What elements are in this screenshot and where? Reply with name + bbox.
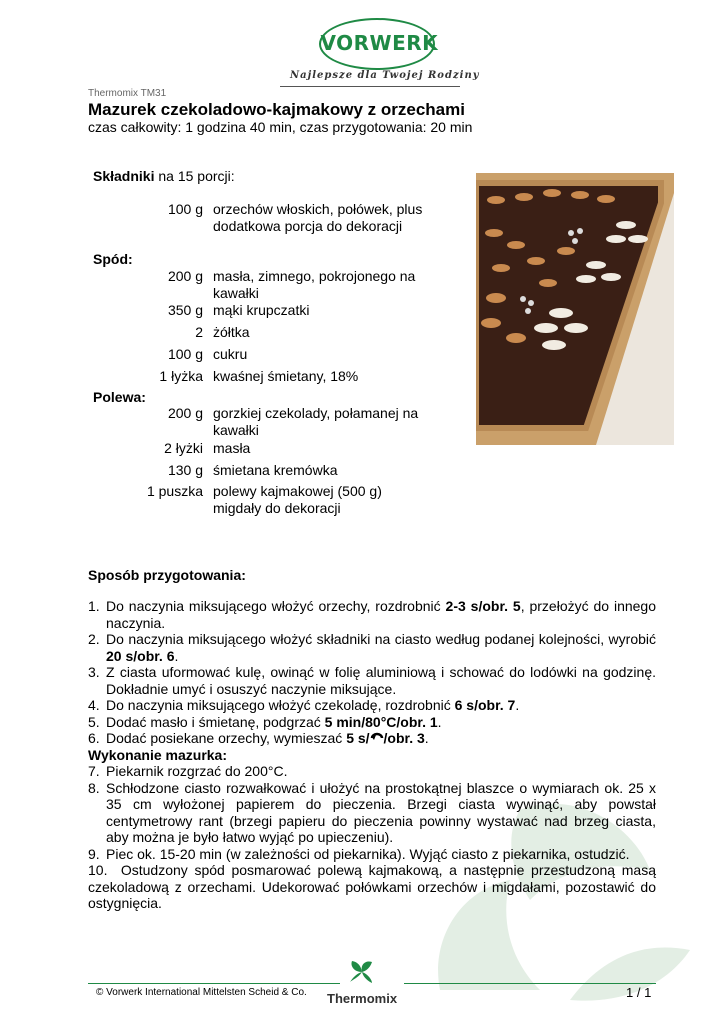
ingredient-desc: śmietana kremówka bbox=[213, 462, 338, 478]
step-text: Do naczynia miksującego włożyć orzechy, rozdrobnić bbox=[106, 598, 446, 614]
step-item bbox=[88, 598, 656, 631]
ingredient-qty: 200 g bbox=[167, 268, 203, 284]
step-setting: 20 s/obr. 6 bbox=[106, 647, 175, 664]
step-item bbox=[88, 664, 656, 697]
step-text: Do naczynia miksującego włożyć składniki na ciasto według podanej kolejności, wyrobić bbox=[106, 631, 656, 647]
step-item bbox=[88, 763, 656, 780]
method-steps bbox=[88, 598, 656, 912]
ingredients-heading bbox=[93, 168, 235, 184]
reverse-rotation-icon bbox=[370, 732, 384, 744]
brand-name: VORWERK bbox=[320, 31, 439, 55]
step-text: Schłodzone ciasto rozwałkować i ułożyć na prostokątnej blaszce o wymiarach ok. 25 x 35 cm wyłożonej papierem do pieczenia. Brzegi ciasta wywinąć, aby powstał centymetrowy rant (brzegi papieru do pieczenia powinny wystawać nad brzeg ciasta, aby można je było łatwo wyjąć po upieczeniu). bbox=[106, 779, 656, 845]
ingredient-qty: 350 g bbox=[167, 302, 203, 318]
portions: na 15 porcji: bbox=[154, 168, 235, 184]
step-number: 8. bbox=[88, 779, 100, 796]
copyright: © Vorwerk International Mittelsten Scheid & Co. bbox=[96, 987, 307, 998]
step-setting: 2-3 s/obr. 5 bbox=[445, 598, 521, 614]
ingredient-qty: 200 g bbox=[167, 405, 203, 421]
step-text: Piec ok. 15-20 min (w zależności od piekarnika). Wyjąć ciasto z piekarnika, ostudzić. bbox=[106, 845, 630, 862]
ingredient-qty: 1 puszka bbox=[146, 483, 203, 499]
step-item bbox=[88, 780, 656, 846]
footer-divider-left bbox=[88, 983, 340, 984]
ingredient-qty: 130 g bbox=[167, 462, 203, 478]
step-text-end: , przełożyć do innego naczynia. bbox=[106, 598, 657, 631]
device-model: Thermomix TM31 bbox=[88, 88, 167, 99]
step-item bbox=[88, 846, 656, 863]
ingredients-label: Składniki bbox=[93, 168, 155, 184]
thermomix-leaf-icon bbox=[348, 960, 376, 984]
step-number: 4. bbox=[88, 697, 100, 713]
ingredient-qty: 100 g bbox=[167, 201, 203, 217]
ingredient-qty: 2 łyżki bbox=[164, 440, 203, 456]
recipe-title: Mazurek czekoladowo-kajmakowy z orzechami bbox=[88, 100, 465, 119]
step-text: Piekarnik rozgrzać do 200°C. bbox=[106, 763, 288, 779]
tart-photo bbox=[476, 173, 674, 445]
step-text-end: . bbox=[515, 697, 520, 713]
ingredient-desc: cukru bbox=[213, 346, 248, 362]
step-text-end: . bbox=[174, 647, 179, 664]
step-setting: 5 s/ bbox=[346, 730, 370, 746]
step-number: 6. bbox=[88, 730, 100, 746]
step-text: Z ciasta uformować kulę, owinąć w folię aluminiową i schować do lodówki na godzinę. Dokładnie umyć i osuszyć naczynie miksujące. bbox=[106, 664, 656, 697]
step-number: 5. bbox=[88, 713, 100, 730]
ingredient-desc: żółtka bbox=[213, 324, 250, 340]
method-heading: Sposób przygotowania: bbox=[88, 567, 246, 583]
step-text-end: . bbox=[437, 713, 442, 730]
step-item bbox=[88, 714, 656, 731]
step-text: Dodać masło i śmietanę, podgrzać bbox=[106, 713, 325, 730]
recipe-time: czas całkowity: 1 godzina 40 min, czas przygotowania: 20 min bbox=[88, 119, 473, 135]
step-text-end: . bbox=[424, 730, 429, 746]
ingredient-desc: orzechów włoskich, połówek, plus dodatkowa porcja do dekoracji bbox=[213, 201, 423, 234]
ingredient-desc: gorzkiej czekolady, połamanej na kawałki bbox=[213, 405, 419, 438]
step-number: 9. bbox=[88, 845, 100, 862]
step-number: 10. bbox=[88, 862, 108, 878]
thermomix-wordmark: Thermomix bbox=[327, 991, 398, 1006]
section-glaze: Polewa: bbox=[93, 389, 146, 405]
ingredient-qty: 1 łyżka bbox=[159, 368, 203, 384]
ingredient-desc: polewy kajmakowej (500 g) migdały do dekoracji bbox=[213, 483, 382, 516]
step-item bbox=[88, 697, 656, 714]
footer-divider-right bbox=[404, 983, 656, 984]
section-base: Spód: bbox=[93, 251, 133, 267]
page-number: 1 / 1 bbox=[626, 985, 652, 1000]
step-text: Dodać posiekane orzechy, wymieszać bbox=[106, 730, 347, 746]
step-text: Do naczynia miksującego włożyć czekoladę, rozdrobnić bbox=[106, 697, 455, 713]
step-setting-end: /obr. 3 bbox=[383, 730, 425, 746]
step-setting: 6 s/obr. 7 bbox=[454, 697, 516, 713]
step-number: 3. bbox=[88, 664, 100, 680]
step-setting: 5 min/80°C/obr. 1 bbox=[324, 713, 438, 730]
ingredient-qty: 2 bbox=[195, 324, 203, 340]
thermomix-logo bbox=[327, 960, 397, 1006]
step-number: 1. bbox=[88, 598, 100, 614]
ingredient-row bbox=[93, 201, 433, 253]
step-text: Ostudzony spód posmarować polewą kajmakową, a następnie przestudzoną masą czekoladową z orzechami. Udekorować połówkami orzechów i migdałami, pozostawić do ostygnięcia. bbox=[88, 862, 657, 911]
ingredient-desc: mąki krupczatki bbox=[213, 302, 310, 318]
step-item bbox=[88, 631, 656, 664]
ingredient-desc: masła, zimnego, pokrojonego na kawałki bbox=[213, 268, 416, 301]
ingredient-desc: kwaśnej śmietany, 18% bbox=[213, 368, 359, 384]
step-number: 2. bbox=[88, 631, 100, 647]
ingredient-qty: 100 g bbox=[167, 346, 203, 362]
vorwerk-logo bbox=[0, 18, 725, 75]
ingredient-desc: masła bbox=[213, 440, 251, 456]
step-number: 7. bbox=[88, 763, 100, 779]
step-item bbox=[88, 730, 656, 747]
assembly-heading: Wykonanie mazurka: bbox=[88, 746, 228, 763]
tagline: Najlepsze dla Twojej Rodziny bbox=[290, 70, 480, 81]
tagline-divider bbox=[280, 86, 460, 87]
step-item bbox=[88, 862, 656, 912]
